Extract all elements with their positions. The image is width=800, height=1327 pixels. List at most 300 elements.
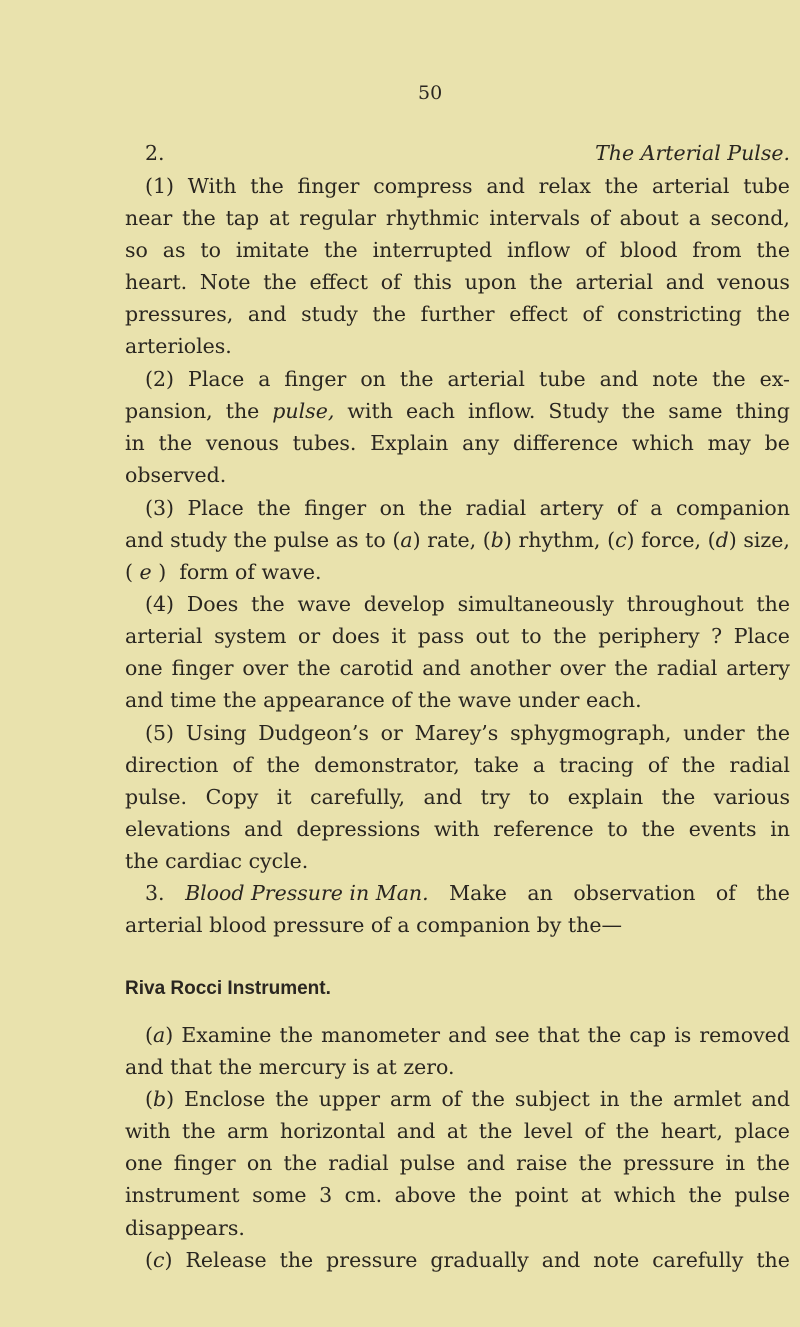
word: this (413, 270, 452, 294)
text-line (125, 333, 790, 359)
word: explain (567, 785, 644, 809)
word: Dudgeon’s (258, 721, 369, 745)
word: level (523, 1119, 573, 1143)
text-line (125, 430, 790, 456)
word: (3) (145, 496, 175, 520)
word: artery (539, 496, 604, 520)
word: the (279, 1248, 314, 1272)
word: radial (328, 1151, 389, 1175)
word: ) (164, 1248, 173, 1272)
word: that (170, 1055, 213, 1079)
word: the (468, 1183, 503, 1207)
word: point (514, 1183, 569, 1207)
word: simultaneously (457, 592, 614, 616)
word: (2) (145, 367, 175, 391)
word: arterial (651, 174, 730, 198)
word (708, 528, 729, 552)
word: Place (733, 624, 790, 648)
word: the (529, 270, 563, 294)
word: of (715, 881, 736, 905)
word: about (619, 206, 679, 230)
text-line (125, 205, 790, 231)
text-line (145, 1247, 790, 1273)
word: wave (457, 688, 512, 712)
italic-text: pulse, (272, 399, 335, 423)
word: it (391, 624, 407, 648)
subsection-heading (125, 976, 790, 1002)
word (708, 527, 737, 553)
word: inflow. (468, 399, 536, 423)
word: the (372, 302, 406, 326)
word: radial (656, 656, 718, 680)
word: venous (716, 270, 790, 294)
word: on (379, 496, 406, 520)
word: compress (373, 174, 473, 198)
word: gradually (430, 1248, 529, 1272)
text-line (125, 559, 790, 585)
word: imitate (235, 238, 310, 262)
word: Marey’s (414, 721, 499, 745)
word: tube (538, 367, 586, 391)
word: further (420, 302, 495, 326)
word: rhythmic (385, 206, 480, 230)
word: and (486, 174, 525, 198)
word (392, 527, 420, 553)
word: and (125, 1055, 164, 1079)
word: the (756, 881, 790, 905)
word: size, (743, 528, 790, 552)
text-line (145, 591, 790, 617)
word: it (276, 785, 292, 809)
word: and (423, 785, 463, 809)
word: the (297, 656, 331, 680)
word: over (242, 656, 289, 680)
word: the (615, 1119, 650, 1143)
word: effect (509, 302, 568, 326)
word: companion (416, 913, 531, 937)
word: Make (449, 881, 507, 905)
word: demonstrator, (314, 753, 460, 777)
word: and (466, 1151, 505, 1175)
word: Using (185, 721, 247, 745)
word: tap (225, 206, 260, 230)
word: ( (607, 528, 616, 552)
word: in (125, 431, 145, 455)
word: to (200, 238, 221, 262)
word: from (692, 238, 742, 262)
word: to (607, 817, 628, 841)
word: that (537, 1023, 580, 1047)
text-line (125, 269, 790, 295)
word: upon (464, 270, 517, 294)
word: and (541, 1248, 581, 1272)
text-line (125, 912, 790, 938)
word: or (298, 624, 321, 648)
text-line (125, 687, 790, 713)
word: which (631, 431, 694, 455)
word: cycle. (248, 849, 309, 873)
text-line (125, 1118, 790, 1144)
word: ) (158, 560, 167, 584)
word: raise (516, 1151, 568, 1175)
text-segment: ( (145, 1087, 153, 1111)
word: the (251, 592, 285, 616)
word: to (365, 528, 386, 552)
text-line (145, 495, 790, 521)
word (483, 527, 512, 553)
word: observation (573, 881, 696, 905)
text-line (145, 880, 790, 906)
word: pulse (273, 528, 330, 552)
word: interrupted (372, 238, 493, 262)
word: same (668, 399, 723, 423)
word: a (532, 753, 546, 777)
word: blood (620, 238, 678, 262)
word: form (179, 560, 229, 584)
word: the (756, 1151, 790, 1175)
word: Enclose (184, 1087, 266, 1111)
word: cm. (344, 1183, 383, 1207)
word: radial (729, 753, 790, 777)
word: the (578, 1151, 613, 1175)
word: note (652, 367, 699, 391)
word: elevations (125, 817, 231, 841)
word: under (683, 721, 745, 745)
word (145, 1086, 174, 1112)
text-segment: arterioles. (125, 334, 232, 358)
word: a (397, 913, 410, 937)
word: and (396, 1119, 436, 1143)
word: arterial (447, 367, 525, 391)
word: any (462, 431, 500, 455)
word: above (394, 1183, 457, 1207)
section-heading (145, 140, 790, 166)
word (607, 527, 634, 553)
word: note (593, 1248, 640, 1272)
word: force, (641, 528, 702, 552)
word: the (225, 399, 260, 423)
word: Study (548, 399, 609, 423)
italic-text: c (615, 528, 627, 552)
word: pressures, (125, 302, 234, 326)
word: the (478, 1119, 513, 1143)
word: carotid (339, 656, 414, 680)
word: one (125, 656, 163, 680)
word: and (422, 656, 461, 680)
word: be (764, 431, 790, 455)
word: inflow (506, 238, 571, 262)
word: does (331, 624, 380, 648)
word: of (616, 496, 637, 520)
word: finger (297, 174, 360, 198)
text-line (125, 398, 790, 424)
word: and (665, 270, 705, 294)
word: an (527, 881, 553, 905)
word: ( (392, 528, 401, 552)
word: the (712, 367, 746, 391)
word: venous (205, 431, 279, 455)
word: a (258, 367, 271, 391)
word: out (475, 624, 510, 648)
word: at (580, 1183, 602, 1207)
word: (4) (145, 592, 175, 616)
word: thing (735, 399, 790, 423)
word: to (520, 624, 542, 648)
word: (1) (145, 174, 175, 198)
word: reference (493, 817, 594, 841)
word: difference (512, 431, 619, 455)
italic-text: b (153, 1087, 167, 1111)
word: removed (699, 1023, 790, 1047)
word: the (756, 592, 790, 616)
word: Note (199, 270, 251, 294)
word: pansion, (125, 399, 213, 423)
word: study (301, 302, 358, 326)
word: in (770, 817, 790, 841)
word: and (244, 817, 283, 841)
text-line (145, 1022, 790, 1048)
text-line (125, 655, 790, 681)
text-segment: ( (145, 1248, 153, 1272)
word: Does (186, 592, 239, 616)
word: wave. (261, 560, 322, 584)
word: pulse (399, 1151, 456, 1175)
word: the (182, 1119, 216, 1143)
word: pressure (623, 1151, 715, 1175)
word: Copy (205, 785, 259, 809)
text-line (125, 1182, 790, 1208)
word: in (599, 1087, 620, 1111)
word: and (751, 1087, 790, 1111)
word: arm (227, 1119, 269, 1143)
word: at (446, 1119, 468, 1143)
word: the (587, 1023, 622, 1047)
word: ) (165, 1023, 174, 1047)
word: cap (629, 1023, 667, 1047)
bold-heading-text: Riva Rocci Instrument. (125, 978, 331, 999)
word: pulse (734, 1183, 790, 1207)
word: near (125, 206, 173, 230)
word (392, 528, 412, 552)
word: regular (299, 206, 377, 230)
word: which (613, 1183, 676, 1207)
word: some (252, 1183, 307, 1207)
word: the (218, 1055, 253, 1079)
word: a (688, 206, 701, 230)
word: each (405, 399, 455, 423)
word: direction (125, 753, 219, 777)
word: of (235, 560, 255, 584)
italic-text: b (490, 528, 504, 552)
text-line (125, 1150, 790, 1176)
word (145, 1247, 172, 1273)
word: ) (626, 528, 635, 552)
text-line (145, 720, 790, 746)
word: ex- (759, 367, 790, 391)
word: companion (676, 496, 790, 520)
word: effect (309, 270, 369, 294)
word: the (275, 1087, 309, 1111)
word: the (263, 270, 297, 294)
word: Release (185, 1248, 267, 1272)
word: the (250, 174, 284, 198)
word: as (335, 528, 359, 552)
word: pressure (326, 1248, 418, 1272)
word: relax (538, 174, 591, 198)
word: wave (297, 592, 351, 616)
word: finger (171, 656, 234, 680)
word: pressure (273, 913, 365, 937)
word: the (756, 721, 790, 745)
word (483, 528, 504, 552)
text-line (145, 1086, 790, 1112)
text-segment: 3. (145, 881, 165, 905)
word: the (604, 174, 639, 198)
word: and (125, 688, 164, 712)
word: the (418, 496, 453, 520)
word: upper (318, 1087, 381, 1111)
word: pass (417, 624, 465, 648)
italic-text: d (715, 528, 729, 552)
word: ) (412, 528, 421, 552)
word: of (647, 753, 668, 777)
italic-text: c (153, 1248, 165, 1272)
word: the (756, 1248, 790, 1272)
word: ( (707, 528, 716, 552)
text-line (125, 848, 790, 874)
word (145, 1022, 173, 1048)
word: each. (586, 688, 642, 712)
word: the (614, 656, 648, 680)
word: tubes. (292, 431, 357, 455)
word: artery (726, 656, 790, 680)
word: and (125, 528, 164, 552)
word: the (471, 1087, 505, 1111)
word: with (347, 399, 393, 423)
text-segment: disappears. (125, 1216, 245, 1240)
word: the— (567, 913, 622, 937)
word: and (599, 367, 639, 391)
text-line (145, 173, 790, 199)
word: may (707, 431, 751, 455)
word: the (223, 688, 257, 712)
word: pulse. (125, 785, 188, 809)
word: the (257, 496, 291, 520)
word: by (536, 913, 562, 937)
text-line (125, 752, 790, 778)
word: under (518, 688, 580, 712)
word: ( (482, 528, 491, 552)
word: of (589, 206, 610, 230)
word: tube (743, 174, 790, 198)
word: time (170, 688, 217, 712)
word: the (553, 624, 587, 648)
word: the (399, 367, 434, 391)
word: on (246, 1151, 273, 1175)
word: cardiac (165, 849, 243, 873)
word: rate, (427, 528, 477, 552)
word: finger (284, 367, 347, 391)
word: ? (711, 624, 723, 648)
word: try (480, 785, 511, 809)
word: with (125, 1119, 171, 1143)
word: over (559, 656, 606, 680)
word: of (232, 753, 253, 777)
word: the (641, 817, 676, 841)
word: at (376, 1055, 397, 1079)
word: Examine (181, 1023, 272, 1047)
italic-text: e (139, 560, 152, 584)
word: carefully (652, 1248, 744, 1272)
word: arm (390, 1087, 432, 1111)
word: another (469, 656, 551, 680)
word: sphygmograph, (510, 721, 672, 745)
word: the (417, 688, 452, 712)
word: of (585, 238, 606, 262)
word: constricting (617, 302, 742, 326)
word: on (360, 367, 386, 391)
word: heart. (125, 270, 188, 294)
word: mercury (258, 1055, 347, 1079)
word: (5) (145, 721, 175, 745)
text-segment: 2. (145, 141, 165, 165)
word: develop (363, 592, 445, 616)
word: Place (188, 367, 245, 391)
word: a (650, 496, 663, 520)
word: With (187, 174, 237, 198)
word: of (584, 1119, 605, 1143)
word: of (380, 270, 401, 294)
word: blood (209, 913, 267, 937)
italic-text: a (400, 528, 413, 552)
word: of (582, 302, 603, 326)
word: ) (166, 1087, 175, 1111)
italic-text: a (153, 1023, 166, 1047)
word: the (125, 849, 159, 873)
word: horizontal (280, 1119, 386, 1143)
word: manometer (321, 1023, 441, 1047)
word: depressions (296, 817, 421, 841)
word: subject (514, 1087, 590, 1111)
word: the (756, 238, 790, 262)
text-line (125, 237, 790, 263)
word: the (661, 785, 696, 809)
word: one (125, 1151, 163, 1175)
word: at (268, 206, 290, 230)
word: with (434, 817, 480, 841)
italic-text: The Arterial Pulse. (595, 141, 790, 165)
word: or (380, 721, 403, 745)
word: ) (503, 528, 512, 552)
word: various (713, 785, 790, 809)
word: radial (465, 496, 527, 520)
word: the (681, 753, 716, 777)
word: arterial (125, 913, 203, 937)
word: the (621, 399, 656, 423)
word: place (734, 1119, 790, 1143)
word: heart, (660, 1119, 723, 1143)
word: Explain (370, 431, 449, 455)
text-segment: ( (145, 1023, 153, 1047)
word: so (125, 238, 148, 262)
word: the (233, 528, 268, 552)
text-line (125, 1215, 790, 1241)
word: the (688, 1183, 722, 1207)
word: as (162, 238, 186, 262)
word: of (441, 1087, 462, 1111)
word: Place (187, 496, 244, 520)
word: appearance (263, 688, 385, 712)
